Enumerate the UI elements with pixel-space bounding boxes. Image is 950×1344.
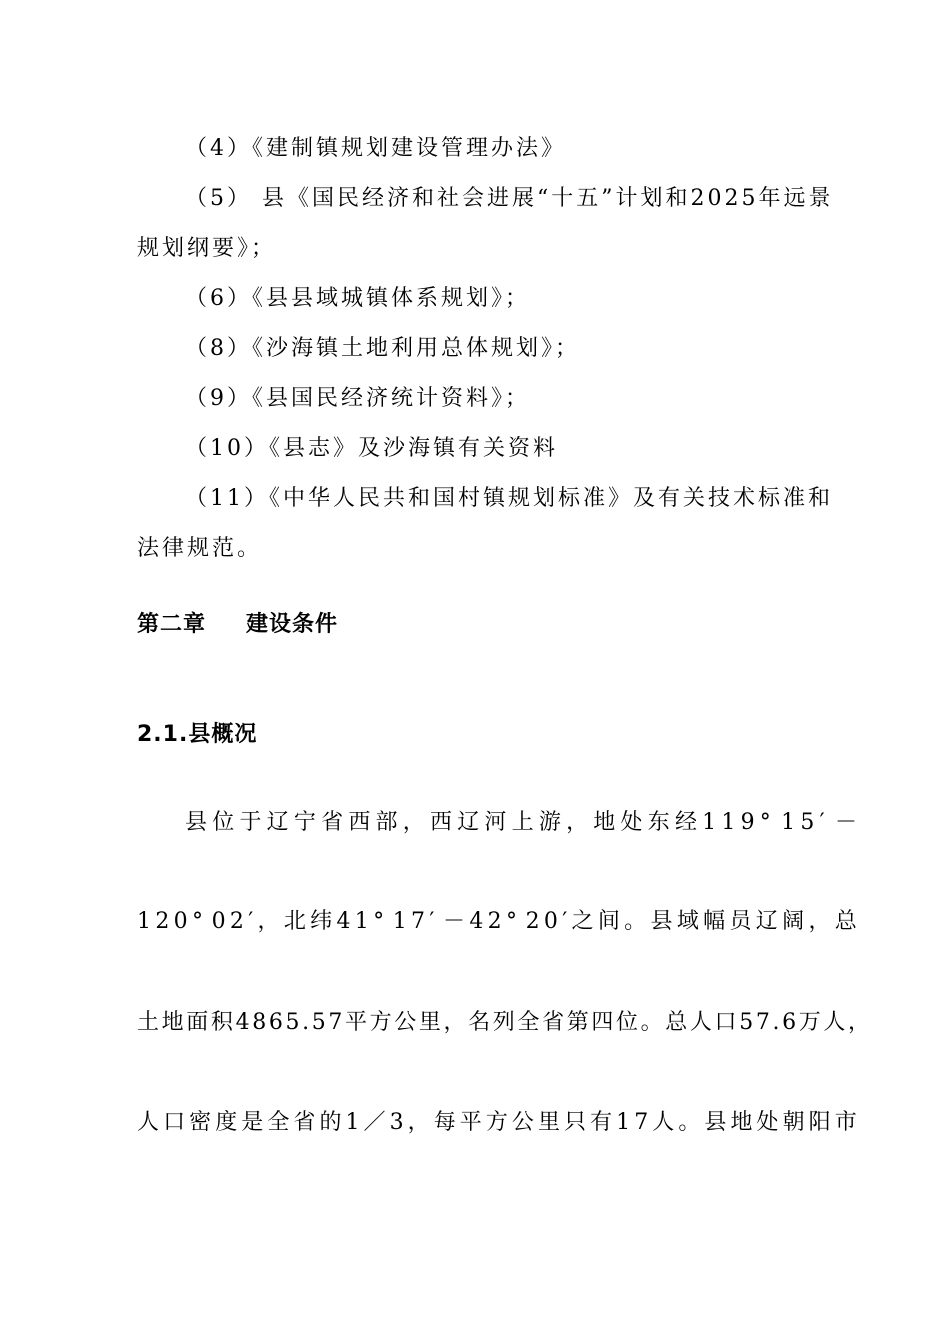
body-char: 间 (597, 909, 620, 934)
body-char: 幅 (703, 909, 726, 934)
body-char: 人 (823, 1010, 846, 1035)
body-char: 省 (321, 810, 344, 835)
body-char: 地 (730, 1110, 753, 1135)
body-char: . (772, 1010, 780, 1035)
body-char: 全 (517, 1010, 540, 1035)
body-char: 名 (468, 1010, 491, 1035)
body-char: 度 (215, 1110, 238, 1135)
body-char: 辽 (266, 810, 289, 835)
body-char: ， (402, 810, 425, 835)
body-char: 方 (369, 1010, 392, 1035)
body-char: . (302, 1010, 310, 1035)
body-char: 1 (354, 909, 369, 934)
body-char: 经 (674, 810, 697, 835)
body-char: 7 (755, 1010, 770, 1035)
body-line-3 (137, 1008, 870, 1038)
body-char: 域 (676, 909, 699, 934)
body-char: 列 (492, 1010, 515, 1035)
body-char: ′ (248, 909, 254, 934)
body-char: 万 (798, 1010, 821, 1035)
reference-item-8: （8）《沙海镇土地利用总体规划》； (185, 336, 580, 361)
reference-item-5: （5） 县《国民经济和社会进展“十五”计划和2025年远景 (185, 186, 834, 211)
body-char: 面 (186, 1010, 209, 1035)
body-char: 7 (411, 909, 426, 934)
body-char: 位 (615, 1010, 638, 1035)
body-char: 第 (566, 1010, 589, 1035)
body-char: 7 (634, 1110, 649, 1135)
body-char: 市 (834, 1110, 857, 1135)
body-char: 员 (729, 909, 752, 934)
body-char: 游 (538, 810, 561, 835)
body-char: 宁 (293, 810, 316, 835)
body-char: 四 (591, 1010, 614, 1035)
body-char: 5 (800, 810, 815, 835)
body-char: 于 (239, 810, 262, 835)
body-char: 县 (704, 1110, 727, 1135)
body-char: 县 (650, 909, 673, 934)
body-char: 县 (185, 810, 208, 835)
body-char: 人 (137, 1110, 160, 1135)
body-char: ° (505, 909, 517, 934)
body-char: 朝 (782, 1110, 805, 1135)
body-char: 1 (137, 909, 151, 934)
body-char: 0 (543, 909, 558, 934)
body-char: 地 (161, 1010, 184, 1035)
body-char: 阔 (782, 909, 805, 934)
body-char: ， (808, 909, 831, 934)
body-char: 土 (137, 1010, 160, 1035)
body-char: 处 (620, 810, 643, 835)
body-char: 平 (459, 1110, 482, 1135)
body-char: 2 (525, 909, 540, 934)
body-char: ° (191, 909, 203, 934)
body-char: 处 (756, 1110, 779, 1135)
body-line-1 (185, 808, 857, 838)
body-char: 口 (714, 1010, 737, 1035)
body-char: 平 (344, 1010, 367, 1035)
body-char: 北 (283, 909, 306, 934)
reference-item-5-continued: 规划纲要》； (137, 236, 277, 261)
body-char: 1 (392, 909, 407, 934)
body-char: 公 (394, 1010, 417, 1035)
body-char: ° (759, 810, 771, 835)
body-char: 有 (590, 1110, 613, 1135)
reference-item-4: （4）《建制镇规划建设管理办法》 (185, 136, 566, 161)
body-char: 人 (652, 1110, 675, 1135)
body-line-2 (137, 907, 857, 937)
body-char: 口 (163, 1110, 186, 1135)
body-char: ′ (819, 810, 825, 835)
body-char: 辽 (457, 810, 480, 835)
body-char: 0 (211, 909, 226, 934)
chapter-heading (137, 610, 338, 640)
body-char: 上 (511, 810, 534, 835)
body-char: 2 (155, 909, 170, 934)
body-char: 7 (328, 1010, 343, 1035)
body-char: 5 (285, 1010, 300, 1035)
body-char: 河 (484, 810, 507, 835)
reference-item-6: （6）《县县域城镇体系规划》； (185, 286, 530, 311)
body-char: 3 (389, 1110, 404, 1135)
body-char: ° (373, 909, 385, 934)
reference-item-10: （10）《县志》及沙海镇有关资料 (185, 436, 558, 461)
body-char: 里 (537, 1110, 560, 1135)
body-char: 4 (336, 909, 351, 934)
body-char: 西 (429, 810, 452, 835)
body-char: 。 (640, 1010, 663, 1035)
body-char: 的 (319, 1110, 342, 1135)
body-char: 。 (624, 909, 647, 934)
body-char: 4 (469, 909, 484, 934)
body-char: 积 (210, 1010, 233, 1035)
chapter-number: 第二章 (137, 612, 207, 637)
body-char: 6 (782, 1010, 797, 1035)
body-char: 省 (542, 1010, 565, 1035)
section-heading: 2.1.县概况 (137, 722, 258, 747)
body-char: ， (407, 1110, 430, 1135)
body-char: 2 (487, 909, 502, 934)
body-char: 地 (593, 810, 616, 835)
body-char: 9 (740, 810, 755, 835)
body-char: ， (566, 810, 589, 835)
body-char: 1 (702, 810, 717, 835)
body-char: 8 (252, 1010, 267, 1035)
body-char: 之 (571, 909, 594, 934)
chapter-title: 建设条件 (246, 612, 339, 637)
body-char: ′ (562, 909, 568, 934)
body-char: 只 (564, 1110, 587, 1135)
body-char: 4 (235, 1010, 250, 1035)
body-char: 0 (173, 909, 188, 934)
body-char: 辽 (755, 909, 778, 934)
body-char: 。 (678, 1110, 701, 1135)
body-char: 省 (293, 1110, 316, 1135)
reference-item-11-continued: 法律规范。 (137, 536, 263, 561)
body-char: 1 (781, 810, 796, 835)
body-char: 部 (375, 810, 398, 835)
body-char: ′ (429, 909, 435, 934)
body-char: 密 (189, 1110, 212, 1135)
body-char: 是 (241, 1110, 264, 1135)
body-char: 每 (433, 1110, 456, 1135)
body-char: 2 (229, 909, 244, 934)
reference-item-9: （9）《县国民经济统计资料》； (185, 386, 530, 411)
body-char: － (834, 810, 857, 835)
body-char: 阳 (808, 1110, 831, 1135)
body-char: 里 (418, 1010, 441, 1035)
body-char: ， (257, 909, 280, 934)
body-char: 全 (267, 1110, 290, 1135)
body-char: 公 (511, 1110, 534, 1135)
body-char: 1 (616, 1110, 631, 1135)
body-char: ／ (363, 1110, 386, 1135)
body-char: 人 (689, 1010, 712, 1035)
body-char: 纬 (310, 909, 333, 934)
body-char: 总 (834, 909, 857, 934)
body-char: 5 (739, 1010, 754, 1035)
body-char: 6 (268, 1010, 283, 1035)
body-char: － (442, 909, 465, 934)
body-char: ， (847, 1010, 870, 1035)
body-char: 5 (311, 1010, 326, 1035)
body-char: ， (443, 1010, 466, 1035)
body-line-4 (137, 1108, 857, 1138)
body-char: 东 (647, 810, 670, 835)
reference-item-11: （11）《中华人民共和国村镇规划标准》及有关技术标准和 (185, 486, 833, 511)
body-char: 1 (721, 810, 736, 835)
body-char: 位 (212, 810, 235, 835)
body-char: 西 (348, 810, 371, 835)
body-char: 总 (665, 1010, 688, 1035)
body-char: 方 (485, 1110, 508, 1135)
body-char: 1 (345, 1110, 360, 1135)
